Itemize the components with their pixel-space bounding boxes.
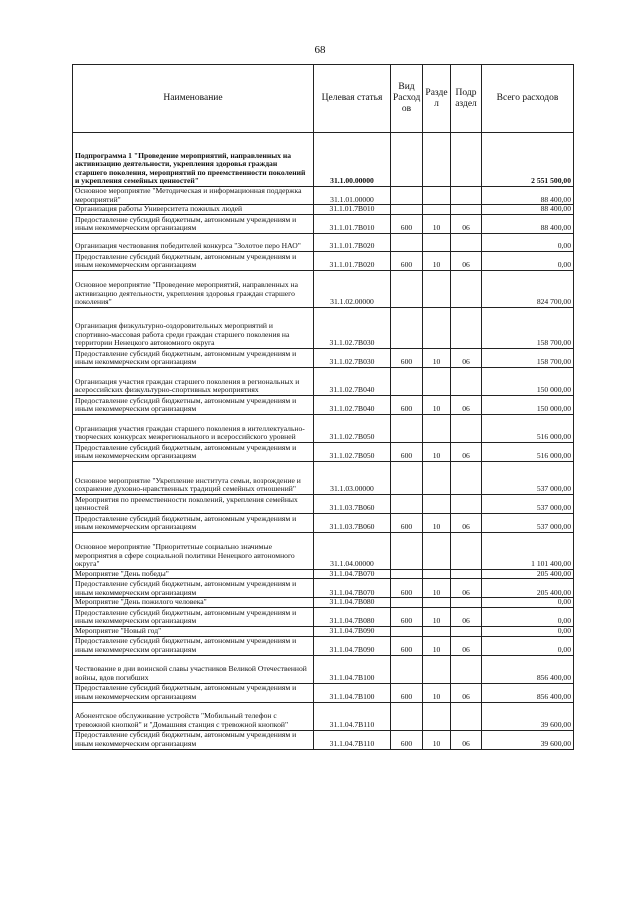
row-total-cell: 88 400,00 <box>482 214 574 233</box>
header-target-article: Целевая статья <box>314 65 391 133</box>
table-row <box>73 461 574 494</box>
row-target-article-cell: 31.1.02.7В050 <box>314 414 391 442</box>
row-subsection-cell <box>451 655 482 683</box>
row-total-cell: 1 101 400,00 <box>482 532 574 569</box>
row-section-cell <box>423 414 451 442</box>
row-target-article-cell: 31.1.04.7В080 <box>314 607 391 626</box>
row-total-cell: 2 551 500,00 <box>482 133 574 187</box>
row-section-cell <box>423 233 451 251</box>
row-total-cell: 0,00 <box>482 598 574 608</box>
row-name-cell: Основное мероприятие "Методическая и информационная поддержка мероприятий" <box>73 187 314 205</box>
table-row <box>73 532 574 569</box>
row-target-article-cell: 31.1.04.7В090 <box>314 626 391 636</box>
table-row <box>73 233 574 251</box>
row-expense-type-cell <box>391 270 423 307</box>
table-row <box>73 626 574 636</box>
row-name-cell: Организация участия граждан старшего поколения в интеллектуально-творческих конкурсах межрегионального и всероссийского уровней <box>73 414 314 442</box>
row-target-article-cell: 31.1.01.7В020 <box>314 233 391 251</box>
row-total-cell: 205 400,00 <box>482 579 574 598</box>
row-name-cell: Основное мероприятие "Приоритетные социально значимые мероприятия в сфере социальной политики Ненецкого автономного округа" <box>73 532 314 569</box>
table-row <box>73 636 574 655</box>
row-total-cell: 88 400,00 <box>482 187 574 205</box>
row-name-cell: Предоставление субсидий бюджетным, автономным учреждениям и иным некоммерческим организациям <box>73 214 314 233</box>
row-subsection-cell <box>451 307 482 348</box>
row-name-cell: Предоставление субсидий бюджетным, автономным учреждениям и иным некоммерческим организациям <box>73 607 314 626</box>
row-name-cell: Предоставление субсидий бюджетным, автономным учреждениям и иным некоммерческим организациям <box>73 395 314 414</box>
row-section-cell: 10 <box>423 214 451 233</box>
row-expense-type-cell <box>391 655 423 683</box>
row-section-cell <box>423 626 451 636</box>
table-row <box>73 598 574 608</box>
table-body <box>73 133 574 750</box>
row-section-cell: 10 <box>423 579 451 598</box>
row-expense-type-cell <box>391 233 423 251</box>
row-total-cell: 516 000,00 <box>482 442 574 461</box>
table-row <box>73 367 574 395</box>
row-target-article-cell: 31.1.04.00000 <box>314 532 391 569</box>
row-section-cell <box>423 307 451 348</box>
row-target-article-cell: 31.1.02.7В040 <box>314 367 391 395</box>
row-total-cell: 824 700,00 <box>482 270 574 307</box>
row-section-cell <box>423 270 451 307</box>
row-expense-type-cell: 600 <box>391 607 423 626</box>
row-name-cell: Мероприятие "Новый год" <box>73 626 314 636</box>
table-row <box>73 307 574 348</box>
row-section-cell <box>423 205 451 215</box>
row-subsection-cell <box>451 133 482 187</box>
row-subsection-cell: 06 <box>451 607 482 626</box>
row-section-cell <box>423 655 451 683</box>
row-name-cell: Предоставление субсидий бюджетным, автономным учреждениям и иным некоммерческим организациям <box>73 251 314 270</box>
row-subsection-cell <box>451 270 482 307</box>
row-expense-type-cell <box>391 187 423 205</box>
table-row <box>73 702 574 730</box>
row-total-cell: 158 700,00 <box>482 307 574 348</box>
row-expense-type-cell: 600 <box>391 442 423 461</box>
row-total-cell: 205 400,00 <box>482 569 574 579</box>
row-expense-type-cell <box>391 307 423 348</box>
row-section-cell <box>423 532 451 569</box>
row-name-cell: Предоставление субсидий бюджетным, автономным учреждениям и иным некоммерческим организациям <box>73 579 314 598</box>
row-total-cell: 0,00 <box>482 636 574 655</box>
row-section-cell <box>423 702 451 730</box>
row-expense-type-cell <box>391 414 423 442</box>
row-expense-type-cell <box>391 461 423 494</box>
header-total-expenses: Всего расходов <box>482 65 574 133</box>
row-target-article-cell: 31.1.04.7В100 <box>314 683 391 702</box>
row-subsection-cell <box>451 702 482 730</box>
row-target-article-cell: 31.1.02.7В030 <box>314 348 391 367</box>
table-row <box>73 251 574 270</box>
row-section-cell <box>423 494 451 513</box>
row-expense-type-cell: 600 <box>391 395 423 414</box>
row-target-article-cell: 31.1.01.7В020 <box>314 251 391 270</box>
row-expense-type-cell <box>391 494 423 513</box>
row-total-cell: 150 000,00 <box>482 367 574 395</box>
table-row <box>73 214 574 233</box>
row-target-article-cell: 31.1.04.7В090 <box>314 636 391 655</box>
row-expense-type-cell <box>391 205 423 215</box>
row-section-cell: 10 <box>423 607 451 626</box>
row-total-cell: 0,00 <box>482 626 574 636</box>
row-expense-type-cell <box>391 367 423 395</box>
row-subsection-cell <box>451 367 482 395</box>
row-expense-type-cell <box>391 702 423 730</box>
row-target-article-cell: 31.1.03.7В060 <box>314 513 391 532</box>
table-row <box>73 270 574 307</box>
row-expense-type-cell <box>391 569 423 579</box>
row-total-cell: 158 700,00 <box>482 348 574 367</box>
row-expense-type-cell: 600 <box>391 251 423 270</box>
row-expense-type-cell: 600 <box>391 348 423 367</box>
row-total-cell: 856 400,00 <box>482 683 574 702</box>
row-subsection-cell <box>451 532 482 569</box>
row-target-article-cell: 31.1.00.00000 <box>314 133 391 187</box>
row-section-cell <box>423 569 451 579</box>
table-row <box>73 513 574 532</box>
row-expense-type-cell <box>391 532 423 569</box>
row-name-cell: Абонентское обслуживание устройств "Мобильный телефон с тревожной кнопкой" и "Домашняя станция с тревожной кнопкой" <box>73 702 314 730</box>
table-row <box>73 569 574 579</box>
row-total-cell: 0,00 <box>482 607 574 626</box>
row-expense-type-cell <box>391 626 423 636</box>
header-subsection: Подр аздел <box>451 65 482 133</box>
row-name-cell: Основное мероприятие "Проведение мероприятий, направленных на активизацию деятельности, укрепления здоровья граждан старшего поколения" <box>73 270 314 307</box>
table-row <box>73 133 574 187</box>
row-section-cell: 10 <box>423 683 451 702</box>
row-subsection-cell: 06 <box>451 636 482 655</box>
row-expense-type-cell: 600 <box>391 730 423 749</box>
row-total-cell: 88 400,00 <box>482 205 574 215</box>
row-total-cell: 39 600,00 <box>482 730 574 749</box>
row-subsection-cell <box>451 626 482 636</box>
row-expense-type-cell: 600 <box>391 636 423 655</box>
row-subsection-cell <box>451 569 482 579</box>
row-subsection-cell: 06 <box>451 683 482 702</box>
row-expense-type-cell: 600 <box>391 683 423 702</box>
row-subsection-cell: 06 <box>451 730 482 749</box>
row-target-article-cell: 31.1.02.7В050 <box>314 442 391 461</box>
row-name-cell: Чествование в дни воинской славы участников Великой Отечественной войны, вдов погибших <box>73 655 314 683</box>
row-target-article-cell: 31.1.04.7В080 <box>314 598 391 608</box>
row-subsection-cell <box>451 598 482 608</box>
row-expense-type-cell <box>391 133 423 187</box>
row-name-cell: Мероприятия по преемственности поколений, укрепления семейных ценностей <box>73 494 314 513</box>
row-section-cell <box>423 461 451 494</box>
row-target-article-cell: 31.1.01.7В010 <box>314 214 391 233</box>
row-section-cell <box>423 187 451 205</box>
row-subsection-cell <box>451 187 482 205</box>
row-total-cell: 516 000,00 <box>482 414 574 442</box>
row-name-cell: Подпрограмма 1 "Проведение мероприятий, направленных на активизацию деятельности, укрепления здоровья граждан старшего поколения, мероприятий по преемственности поколений и укрепления семейных ценностей" <box>73 133 314 187</box>
row-total-cell: 537 000,00 <box>482 513 574 532</box>
table-row <box>73 579 574 598</box>
table-row <box>73 494 574 513</box>
row-section-cell: 10 <box>423 636 451 655</box>
table-row <box>73 187 574 205</box>
header-expense-type: Вид Расход ов <box>391 65 423 133</box>
row-subsection-cell: 06 <box>451 579 482 598</box>
row-total-cell: 39 600,00 <box>482 702 574 730</box>
row-name-cell: Организация участия граждан старшего поколения в региональных и всероссийских физкультурно-спортивных мероприятиях <box>73 367 314 395</box>
row-name-cell: Предоставление субсидий бюджетным, автономным учреждениям и иным некоммерческим организациям <box>73 442 314 461</box>
header-name: Наименование <box>73 65 314 133</box>
row-name-cell: Предоставление субсидий бюджетным, автономным учреждениям и иным некоммерческим организациям <box>73 636 314 655</box>
row-section-cell <box>423 598 451 608</box>
table-row <box>73 655 574 683</box>
row-section-cell: 10 <box>423 395 451 414</box>
row-subsection-cell <box>451 233 482 251</box>
row-target-article-cell: 31.1.02.00000 <box>314 270 391 307</box>
row-subsection-cell: 06 <box>451 214 482 233</box>
row-target-article-cell: 31.1.04.7В070 <box>314 579 391 598</box>
table-row <box>73 395 574 414</box>
row-name-cell: Предоставление субсидий бюджетным, автономным учреждениям и иным некоммерческим организациям <box>73 513 314 532</box>
row-section-cell: 10 <box>423 513 451 532</box>
table-row <box>73 442 574 461</box>
row-total-cell: 0,00 <box>482 233 574 251</box>
table-row <box>73 683 574 702</box>
row-target-article-cell: 31.1.02.7В040 <box>314 395 391 414</box>
row-name-cell: Мероприятие "День пожилого человека" <box>73 598 314 608</box>
table-row <box>73 348 574 367</box>
row-target-article-cell: 31.1.02.7В030 <box>314 307 391 348</box>
table-row <box>73 205 574 215</box>
table-row <box>73 607 574 626</box>
row-name-cell: Мероприятие "День победы" <box>73 569 314 579</box>
budget-table <box>72 64 574 750</box>
row-total-cell: 150 000,00 <box>482 395 574 414</box>
row-section-cell <box>423 367 451 395</box>
row-subsection-cell: 06 <box>451 395 482 414</box>
row-total-cell: 0,00 <box>482 251 574 270</box>
row-target-article-cell: 31.1.03.00000 <box>314 461 391 494</box>
row-subsection-cell: 06 <box>451 513 482 532</box>
row-expense-type-cell: 600 <box>391 579 423 598</box>
row-subsection-cell <box>451 205 482 215</box>
row-subsection-cell: 06 <box>451 442 482 461</box>
row-section-cell: 10 <box>423 348 451 367</box>
row-target-article-cell: 31.1.04.7В110 <box>314 730 391 749</box>
row-subsection-cell <box>451 494 482 513</box>
row-target-article-cell: 31.1.04.7В110 <box>314 702 391 730</box>
row-name-cell: Организация работы Университета пожилых людей <box>73 205 314 215</box>
table-row <box>73 730 574 749</box>
table-row <box>73 414 574 442</box>
row-subsection-cell: 06 <box>451 251 482 270</box>
row-total-cell: 856 400,00 <box>482 655 574 683</box>
row-name-cell: Предоставление субсидий бюджетным, автономным учреждениям и иным некоммерческим организациям <box>73 683 314 702</box>
row-name-cell: Организация физкультурно-оздоровительных мероприятий и спортивно-массовая работа среди граждан старшего поколения на территории Ненецкого автономного округа <box>73 307 314 348</box>
page-number: 68 <box>314 44 326 56</box>
row-target-article-cell: 31.1.03.7В060 <box>314 494 391 513</box>
row-total-cell: 537 000,00 <box>482 494 574 513</box>
row-name-cell: Основное мероприятие "Укрепление института семьи, возрождение и сохранение духовно-нравственных традиций семейных отношений" <box>73 461 314 494</box>
row-name-cell: Предоставление субсидий бюджетным, автономным учреждениям и иным некоммерческим организациям <box>73 348 314 367</box>
row-target-article-cell: 31.1.01.7В010 <box>314 205 391 215</box>
row-section-cell: 10 <box>423 442 451 461</box>
row-target-article-cell: 31.1.04.7В100 <box>314 655 391 683</box>
header-section: Разде л <box>423 65 451 133</box>
row-subsection-cell <box>451 461 482 494</box>
table-header-row <box>73 65 574 133</box>
row-name-cell: Предоставление субсидий бюджетным, автономным учреждениям и иным некоммерческим организациям <box>73 730 314 749</box>
row-expense-type-cell: 600 <box>391 513 423 532</box>
row-name-cell: Организация чествования победителей конкурса "Золотое перо НАО" <box>73 233 314 251</box>
row-section-cell: 10 <box>423 251 451 270</box>
row-section-cell <box>423 133 451 187</box>
row-subsection-cell: 06 <box>451 348 482 367</box>
row-target-article-cell: 31.1.04.7В070 <box>314 569 391 579</box>
row-section-cell: 10 <box>423 730 451 749</box>
row-target-article-cell: 31.1.01.00000 <box>314 187 391 205</box>
row-expense-type-cell: 600 <box>391 214 423 233</box>
row-total-cell: 537 000,00 <box>482 461 574 494</box>
row-expense-type-cell <box>391 598 423 608</box>
row-subsection-cell <box>451 414 482 442</box>
